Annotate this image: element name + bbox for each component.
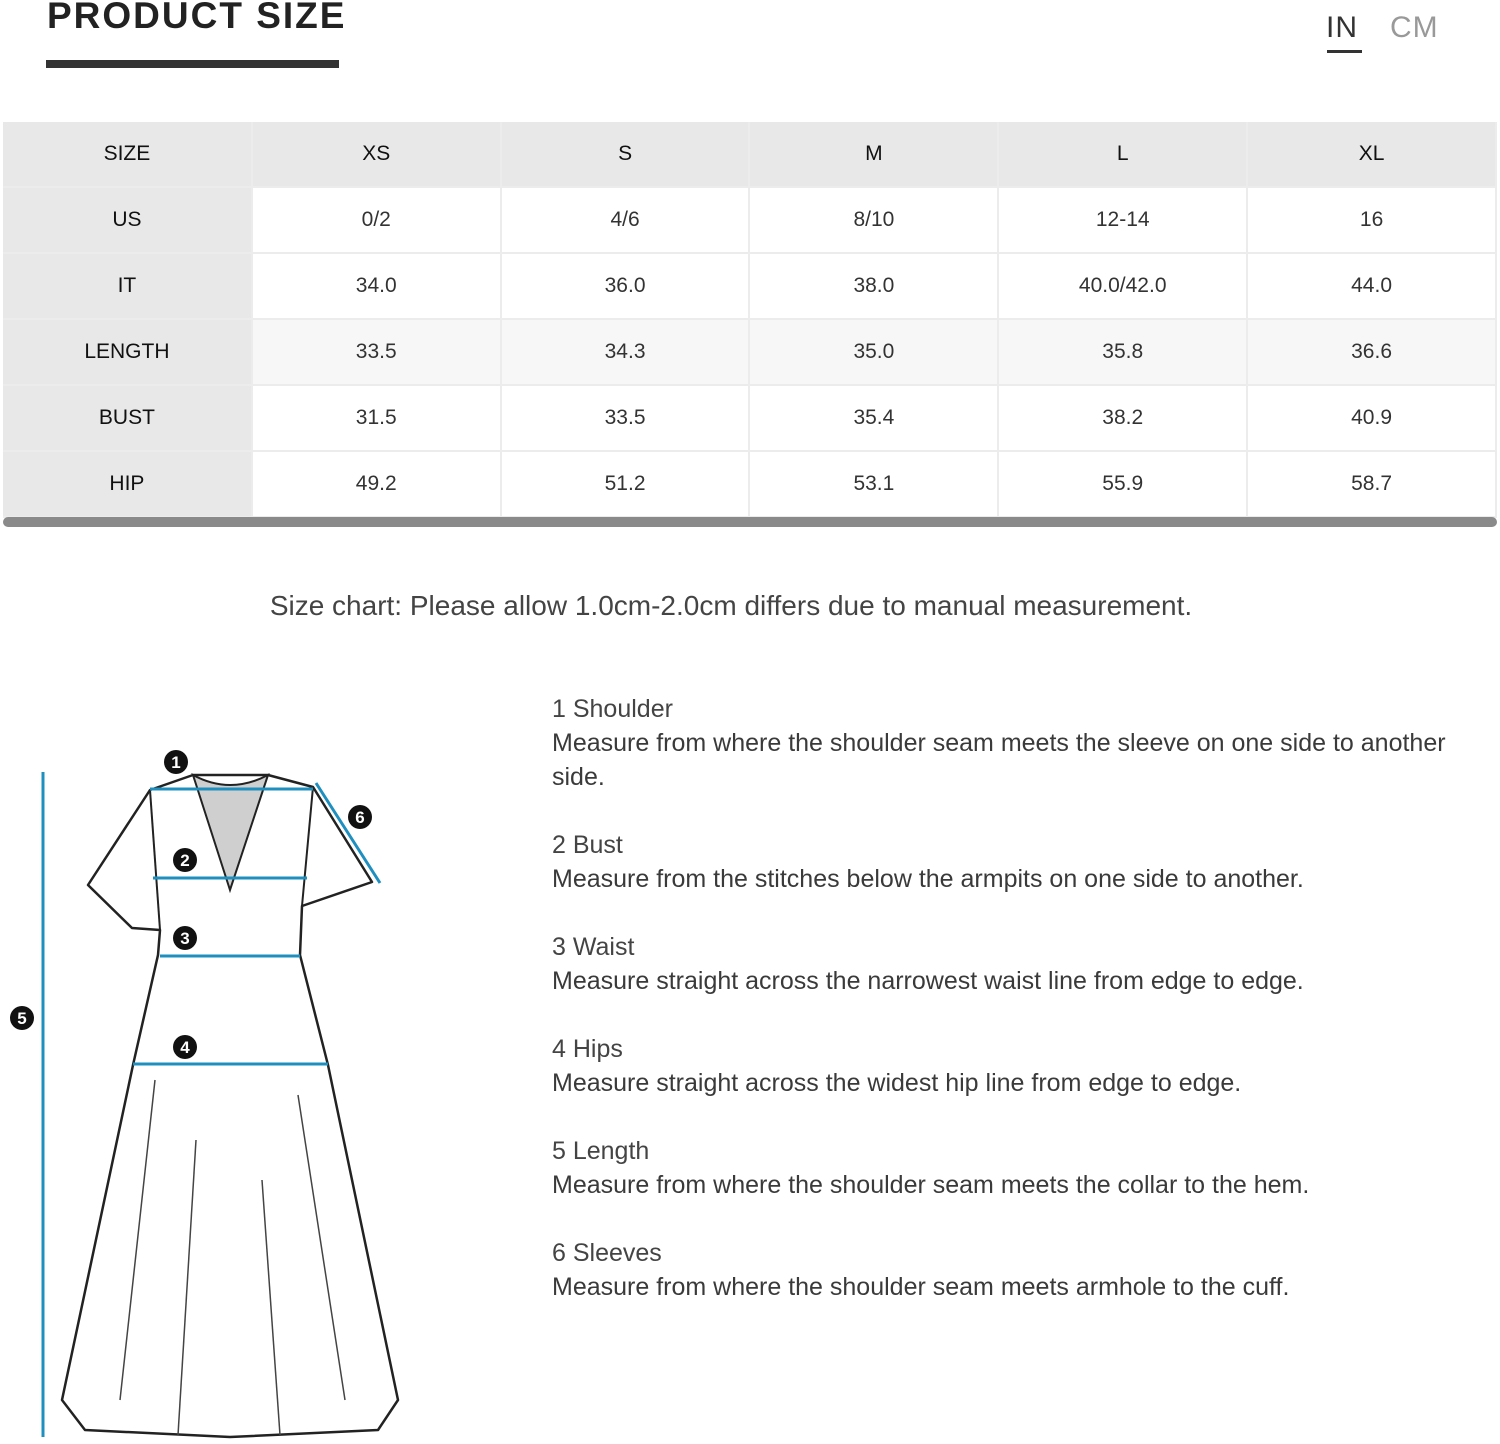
- table-cell: 12-14: [998, 187, 1247, 253]
- measurement-description: Measure from where the shoulder seam meets the sleeve on one side to another side.: [552, 729, 1446, 791]
- table-cell: 36.0: [501, 253, 750, 319]
- dress-illustration: [0, 740, 420, 1439]
- marker-number: 5: [17, 1009, 27, 1028]
- table-cell: 35.8: [998, 319, 1247, 385]
- table-cell: 40.0/42.0: [998, 253, 1247, 319]
- column-header: XL: [1247, 122, 1496, 187]
- size-note: Size chart: Please allow 1.0cm-2.0cm differs due to manual measurement.: [269, 590, 1193, 621]
- measurement-heading: 5 Length: [552, 1137, 650, 1165]
- table-row: [3, 319, 1496, 385]
- measurement-heading: 4 Hips: [552, 1035, 623, 1063]
- measurement-description: Measure from the stitches below the armpits on one side to another.: [552, 865, 1304, 893]
- measurement-description: Measure from where the shoulder seam meets armhole to the cuff.: [552, 1273, 1290, 1301]
- marker-hip: [173, 1035, 197, 1059]
- dress-diagram: [0, 740, 420, 1439]
- table-cell: 31.5: [252, 385, 501, 451]
- row-header: LENGTH: [3, 319, 252, 385]
- table-cell: 8/10: [749, 187, 998, 253]
- table-cell: 44.0: [1247, 253, 1496, 319]
- table-cell: 33.5: [501, 385, 750, 451]
- marker-number: 2: [180, 851, 190, 870]
- table-cell: 38.0: [749, 253, 998, 319]
- measurement-item-shoulder: [552, 692, 1452, 794]
- measurement-description: Measure from where the shoulder seam meets the collar to the hem.: [552, 1171, 1310, 1199]
- table-cell: 33.5: [252, 319, 501, 385]
- marker-shoulder: [164, 750, 188, 774]
- table-cell: 38.2: [998, 385, 1247, 451]
- marker-waist: [173, 926, 197, 950]
- title-underline: [46, 60, 339, 68]
- column-header: L: [998, 122, 1247, 187]
- marker-number: 6: [355, 808, 365, 827]
- marker-length: [10, 1006, 34, 1030]
- table-row: [3, 187, 1496, 253]
- column-header: S: [501, 122, 750, 187]
- table-cell: 55.9: [998, 451, 1247, 517]
- table-cell: 34.0: [252, 253, 501, 319]
- column-header: SIZE: [3, 122, 252, 187]
- table-cell: 40.9: [1247, 385, 1496, 451]
- table-cell: 49.2: [252, 451, 501, 517]
- measurement-item-waist: [552, 930, 1452, 998]
- table-row: [3, 253, 1496, 319]
- table-cell: 51.2: [501, 451, 750, 517]
- table-cell: 16: [1247, 187, 1496, 253]
- size-table: [3, 122, 1497, 518]
- table-cell: 0/2: [252, 187, 501, 253]
- table-cell: 36.6: [1247, 319, 1496, 385]
- measurement-description: Measure straight across the widest hip line from edge to edge.: [552, 1069, 1242, 1097]
- unit-in-tab[interactable]: IN: [1326, 11, 1358, 44]
- measurement-heading: 1 Shoulder: [552, 695, 673, 723]
- table-cell: 4/6: [501, 187, 750, 253]
- column-header: XS: [252, 122, 501, 187]
- marker-number: 4: [180, 1038, 190, 1057]
- page-title: PRODUCT SIZE: [47, 0, 347, 36]
- measurement-heading: 6 Sleeves: [552, 1239, 662, 1267]
- table-cell: 35.4: [749, 385, 998, 451]
- row-header: IT: [3, 253, 252, 319]
- row-header: HIP: [3, 451, 252, 517]
- table-header-row: [3, 122, 1496, 187]
- column-header: M: [749, 122, 998, 187]
- measurement-heading: 3 Waist: [552, 933, 635, 961]
- measurement-guide: [552, 692, 1452, 1338]
- measurement-item-sleeves: [552, 1236, 1452, 1304]
- row-header: BUST: [3, 385, 252, 451]
- measurement-item-length: [552, 1134, 1452, 1202]
- marker-number: 3: [180, 929, 190, 948]
- marker-sleeve: [348, 805, 372, 829]
- marker-bust: [173, 848, 197, 872]
- measurement-item-bust: [552, 828, 1452, 896]
- measurement-heading: 2 Bust: [552, 831, 623, 859]
- measurement-description: Measure straight across the narrowest waist line from edge to edge.: [552, 967, 1304, 995]
- table-row: [3, 451, 1496, 517]
- table-cell: 35.0: [749, 319, 998, 385]
- unit-selected-indicator: [1327, 50, 1362, 53]
- table-cell: 58.7: [1247, 451, 1496, 517]
- table-cell: 34.3: [501, 319, 750, 385]
- measurement-item-hips: [552, 1032, 1452, 1100]
- table-cell: 53.1: [749, 451, 998, 517]
- row-header: US: [3, 187, 252, 253]
- table-row: [3, 385, 1496, 451]
- table-bottom-bar: [3, 517, 1497, 527]
- marker-number: 1: [171, 753, 181, 772]
- unit-cm-tab[interactable]: CM: [1390, 11, 1439, 44]
